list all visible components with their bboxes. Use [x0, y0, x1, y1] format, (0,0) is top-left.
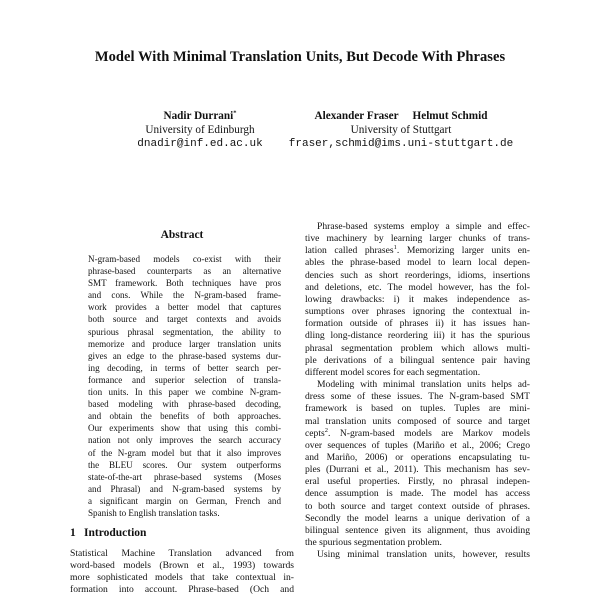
abstract-line: gives an edge to the phrase-based systems dur- [88, 350, 281, 361]
author-name: Nadir Durrani* [163, 109, 237, 122]
abstract-line: based modeling with phrase-based decoding, [88, 399, 281, 410]
paragraph-line: dress some of these issues. The N-gram-based SMT [305, 391, 530, 403]
intro-body [70, 548, 294, 597]
paragraph-line: lowing drawbacks: i) it makes independence as- [305, 293, 530, 305]
paragraph-line: tive machinery by learning larger chunks of trans- [305, 233, 530, 245]
paragraph-line: Secondly the model learns a unique derivation of a [305, 512, 530, 524]
author-email: dnadir@inf.ed.ac.uk [137, 138, 263, 150]
paragraph-line: different model scores for each segmentation. [305, 366, 481, 378]
abstract-heading: Abstract [160, 229, 204, 241]
paragraph-line: and Mariño, 2006) or operations encapsulating tu- [305, 451, 530, 463]
abstract-line: nation not only improves the search accuracy [88, 435, 281, 446]
abstract-line: spurious phrasal segmentation, the ability to [88, 326, 281, 337]
abstract-line: Spanish to English translation tasks. [88, 507, 220, 518]
paragraph-line: bilingual sentence given its alignment, thus avoiding [305, 524, 530, 536]
abstract-line: phrase-based counterparts as an alternative [88, 266, 281, 277]
abstract-line: and Phrasal) and N-gram-based systems by [88, 483, 281, 494]
paragraph-line: Modeling with minimal translation units helps ad- [317, 379, 530, 391]
abstract-line: N-gram-based models co-exist with their [88, 254, 281, 264]
footnote-marker: 1 [393, 244, 397, 252]
intro-line: formation into account. Phrase-based (Och and [70, 584, 294, 596]
abstract-line: and cons. While the N-gram-based frame- [88, 290, 281, 301]
paragraph-line: eral useful properties. Firstly, no phrasal indepen- [305, 476, 530, 488]
abstract-line: of the N-gram model but that it also improves [88, 447, 281, 458]
paragraph-line: mal translation units composed of source and target [305, 415, 530, 427]
paragraph-line: over sequences of tuples (Mariño et al., 2006; Crego [305, 439, 530, 451]
abstract-line: a significant margin on German, French and [88, 495, 281, 506]
paragraph-line: and deletions, etc. The model however, has the fol- [305, 281, 530, 293]
paragraph-line: dencies such as short reorderings, idioms, insertions [305, 269, 530, 281]
paragraph-line: dling long-distance reordering iii) it has the spurious [305, 330, 530, 342]
section-heading: 1 Introduction [70, 527, 147, 539]
author-names: Alexander Fraser Helmut Schmid [314, 110, 488, 122]
abstract-body [88, 253, 281, 519]
paragraph-line: ables the phrase-based model to learn local depen- [305, 257, 530, 269]
right-column-body [305, 221, 530, 561]
abstract-line: work provides a better model that captures [88, 302, 281, 313]
paragraph-line: phrasal segmentation problem which allows multi- [305, 342, 530, 354]
author-affiliation: University of Stuttgart [350, 124, 452, 136]
author-affiliation: University of Edinburgh [145, 124, 255, 136]
intro-line: Statistical Machine Translation advanced from [70, 548, 294, 559]
abstract-line: and obtain the benefits of both approaches. [88, 411, 281, 422]
intro-line: word-based models (Brown et al., 1993) towards [70, 560, 294, 572]
abstract-line: the BLEU scores. Our system outperforms [88, 459, 281, 470]
abstract-line: formance and superior selection of transla- [88, 374, 281, 385]
abstract-line: both source and target contexts and avoids [88, 314, 281, 325]
abstract-line: ing decoding, in terms of better search per- [88, 362, 281, 373]
paragraph-line: to both source and target context outside of phrases. [305, 500, 530, 512]
paragraph-line: Phrase-based systems employ a simple and effec- [317, 221, 530, 232]
abstract-line: state-of-the-art phrase-based systems (Moses [88, 471, 281, 482]
paragraph-line: dence assumption is made. The model has access [305, 488, 530, 500]
abstract-line: tion units. In this paper we combine N-gram- [88, 387, 281, 398]
paragraph-line: lation called phrases$^1$. Memorizing larger units en- [305, 244, 530, 257]
paragraph-line: cepts$^2$. N-gram-based models are Markov models [305, 426, 530, 439]
intro-line: more sophisticated models that take contextual in- [70, 572, 294, 584]
abstract-line: SMT framework. Both techniques have pros [88, 278, 281, 289]
abstract-line: memorize and produce larger translation units [88, 338, 281, 349]
paragraph-line: sumptions over phrases ignoring the contextual in- [305, 306, 530, 318]
paragraph-line: Using minimal translation units, however, results [317, 549, 530, 561]
abstract-line: Our experiments show that using this combi- [88, 423, 281, 434]
paragraph-line: ple derivations of a bilingual sentence pair having [305, 354, 530, 366]
paragraph-line: framework is based on tuples. Tuples are mini- [305, 403, 530, 415]
footnote-marker: 2 [324, 426, 328, 434]
paper-title: Model With Minimal Translation Units, But Decode With Phrases [94, 49, 506, 65]
author-block-durrani [120, 109, 280, 151]
paragraph-line: formation outside of phrases ii) it has issues han- [305, 318, 530, 330]
author-block-stuttgart [276, 109, 526, 151]
author-email: fraser,schmid@ims.uni-stuttgart.de [288, 138, 514, 150]
paragraph-line: ples (Durrani et al., 2011). This mechanism has sev- [305, 464, 530, 476]
paragraph-line: the spurious segmentation problem. [305, 537, 442, 549]
